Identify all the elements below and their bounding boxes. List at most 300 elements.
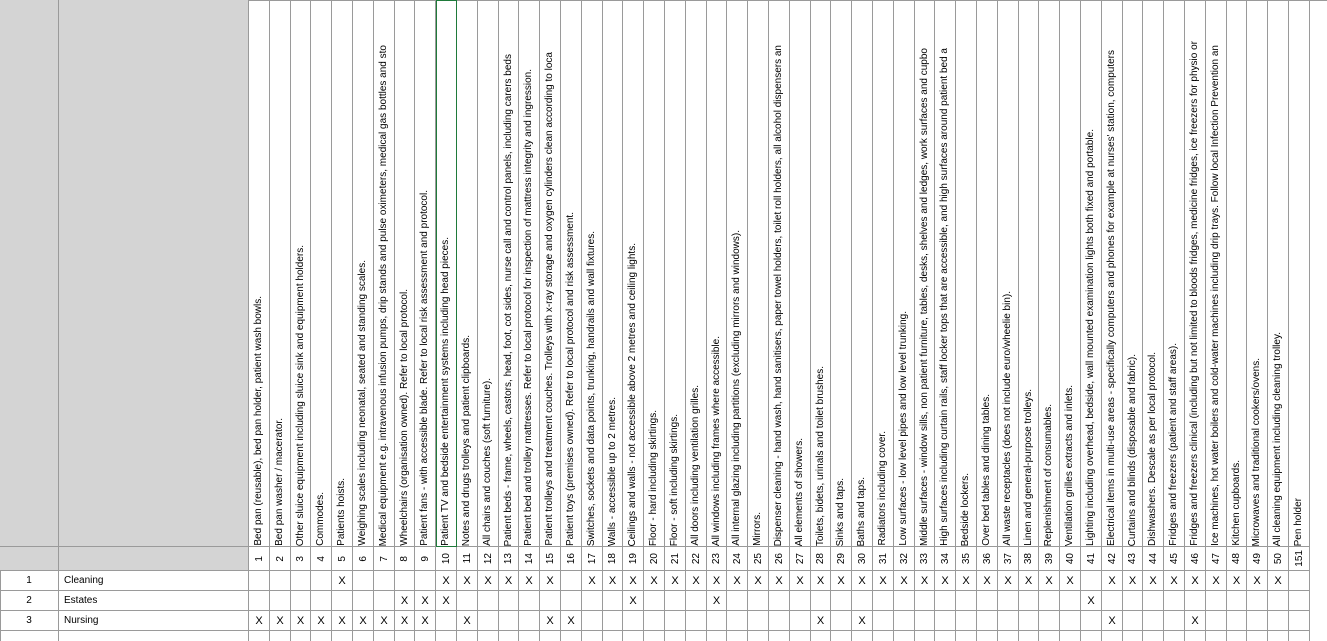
matrix-cell[interactable] — [873, 611, 894, 631]
matrix-cell[interactable] — [935, 611, 956, 631]
matrix-cell[interactable] — [644, 571, 665, 591]
matrix-cell[interactable] — [374, 591, 395, 611]
column-header-cell[interactable] — [1039, 0, 1060, 547]
matrix-cell[interactable] — [436, 571, 457, 591]
column-header-cell[interactable] — [436, 0, 457, 547]
number-row-blank-a[interactable] — [0, 547, 59, 571]
matrix-cell[interactable] — [249, 611, 270, 631]
matrix-cell[interactable] — [935, 571, 956, 591]
matrix-cell[interactable] — [686, 571, 707, 591]
column-header-cell[interactable] — [540, 0, 561, 547]
matrix-cell[interactable] — [1060, 571, 1081, 591]
matrix-cell[interactable] — [644, 591, 665, 611]
column-number-cell[interactable] — [540, 547, 561, 571]
matrix-cell[interactable] — [270, 571, 291, 591]
matrix-cell[interactable] — [894, 611, 915, 631]
column-header-cell[interactable] — [998, 0, 1019, 547]
matrix-cell[interactable] — [790, 591, 811, 611]
header-blank-cell-a[interactable] — [0, 0, 59, 547]
matrix-cell[interactable] — [811, 631, 831, 641]
matrix-cell[interactable] — [1123, 631, 1143, 641]
matrix-cell[interactable] — [499, 571, 519, 591]
column-header-cell[interactable] — [831, 0, 852, 547]
column-number-cell[interactable] — [311, 547, 332, 571]
column-header-cell[interactable] — [353, 0, 374, 547]
matrix-cell[interactable] — [790, 631, 811, 641]
column-number-cell[interactable] — [977, 547, 998, 571]
column-header-cell[interactable] — [478, 0, 499, 547]
matrix-cell[interactable] — [748, 611, 769, 631]
matrix-cell[interactable] — [1123, 611, 1143, 631]
column-number-cell[interactable] — [1289, 547, 1310, 571]
matrix-cell[interactable] — [915, 571, 935, 591]
column-header-cell[interactable] — [374, 0, 395, 547]
matrix-cell[interactable] — [1039, 591, 1060, 611]
column-number-cell[interactable] — [811, 547, 831, 571]
matrix-cell[interactable] — [311, 631, 332, 641]
column-number-cell[interactable] — [1247, 547, 1268, 571]
matrix-cell[interactable] — [852, 631, 873, 641]
column-number-cell[interactable] — [915, 547, 935, 571]
column-number-cell[interactable] — [519, 547, 540, 571]
matrix-cell[interactable] — [707, 631, 727, 641]
matrix-cell[interactable] — [457, 591, 478, 611]
matrix-cell[interactable] — [956, 611, 977, 631]
number-row-blank-b[interactable] — [59, 547, 249, 571]
matrix-cell[interactable] — [1102, 571, 1123, 591]
matrix-cell[interactable] — [457, 631, 478, 641]
matrix-cell[interactable] — [415, 611, 436, 631]
column-number-cell[interactable] — [1060, 547, 1081, 571]
column-number-cell[interactable] — [894, 547, 915, 571]
matrix-cell[interactable] — [1019, 631, 1039, 641]
matrix-cell[interactable] — [811, 591, 831, 611]
column-number-cell[interactable] — [935, 547, 956, 571]
column-number-cell[interactable] — [831, 547, 852, 571]
matrix-cell[interactable] — [1185, 571, 1206, 591]
matrix-cell[interactable] — [1019, 571, 1039, 591]
matrix-cell[interactable] — [852, 571, 873, 591]
matrix-cell[interactable] — [478, 611, 499, 631]
column-header-cell[interactable] — [623, 0, 644, 547]
matrix-cell[interactable] — [1227, 591, 1247, 611]
row-number-cell[interactable]: 3 — [0, 611, 59, 631]
column-header-cell[interactable] — [332, 0, 353, 547]
matrix-cell[interactable] — [353, 631, 374, 641]
matrix-cell[interactable] — [727, 591, 748, 611]
matrix-cell[interactable] — [998, 611, 1019, 631]
column-number-cell[interactable] — [561, 547, 582, 571]
matrix-cell[interactable] — [603, 571, 623, 591]
matrix-cell[interactable] — [1185, 631, 1206, 641]
matrix-cell[interactable] — [478, 591, 499, 611]
column-number-cell[interactable] — [852, 547, 873, 571]
matrix-cell[interactable] — [1227, 611, 1247, 631]
column-header-cell[interactable] — [811, 0, 831, 547]
column-header-cell[interactable] — [561, 0, 582, 547]
header-blank-cell-b[interactable] — [59, 0, 249, 547]
matrix-cell[interactable] — [1268, 631, 1289, 641]
matrix-cell[interactable] — [1081, 571, 1102, 591]
column-header-cell[interactable] — [665, 0, 686, 547]
column-number-cell[interactable] — [1081, 547, 1102, 571]
matrix-cell[interactable] — [1143, 591, 1164, 611]
column-number-cell[interactable] — [415, 547, 436, 571]
matrix-cell[interactable] — [582, 571, 603, 591]
matrix-cell[interactable] — [395, 631, 415, 641]
column-header-cell[interactable] — [1227, 0, 1247, 547]
column-header-cell[interactable] — [291, 0, 311, 547]
matrix-cell[interactable] — [852, 591, 873, 611]
column-header-cell[interactable] — [1206, 0, 1227, 547]
matrix-cell[interactable] — [790, 611, 811, 631]
column-header-cell[interactable] — [1060, 0, 1081, 547]
matrix-cell[interactable] — [831, 611, 852, 631]
matrix-cell[interactable] — [270, 591, 291, 611]
matrix-cell[interactable] — [644, 631, 665, 641]
matrix-cell[interactable] — [291, 571, 311, 591]
matrix-cell[interactable] — [1039, 631, 1060, 641]
column-header-cell[interactable] — [395, 0, 415, 547]
matrix-cell[interactable] — [270, 611, 291, 631]
matrix-cell[interactable] — [561, 571, 582, 591]
column-header-cell[interactable] — [415, 0, 436, 547]
matrix-cell[interactable] — [540, 611, 561, 631]
matrix-cell[interactable] — [644, 611, 665, 631]
column-header-cell[interactable] — [311, 0, 332, 547]
matrix-cell[interactable] — [1247, 571, 1268, 591]
column-header-cell[interactable] — [1268, 0, 1289, 547]
row-label-cell[interactable]: Nursing — [59, 611, 249, 631]
column-header-cell[interactable] — [644, 0, 665, 547]
matrix-cell[interactable] — [291, 631, 311, 641]
row-number-cell[interactable] — [0, 631, 59, 641]
column-header-cell[interactable] — [915, 0, 935, 547]
matrix-cell[interactable] — [1039, 571, 1060, 591]
matrix-cell[interactable] — [291, 591, 311, 611]
matrix-cell[interactable] — [499, 611, 519, 631]
matrix-cell[interactable] — [831, 571, 852, 591]
column-number-cell[interactable] — [1268, 547, 1289, 571]
matrix-cell[interactable] — [540, 631, 561, 641]
matrix-cell[interactable] — [894, 591, 915, 611]
matrix-cell[interactable] — [582, 591, 603, 611]
matrix-cell[interactable] — [436, 611, 457, 631]
matrix-cell[interactable] — [353, 591, 374, 611]
matrix-cell[interactable] — [540, 591, 561, 611]
matrix-cell[interactable] — [395, 591, 415, 611]
matrix-cell[interactable] — [1123, 591, 1143, 611]
column-number-cell[interactable] — [1185, 547, 1206, 571]
column-header-cell[interactable] — [519, 0, 540, 547]
matrix-cell[interactable] — [1247, 631, 1268, 641]
column-header-cell[interactable] — [790, 0, 811, 547]
column-number-cell[interactable] — [748, 547, 769, 571]
matrix-cell[interactable] — [977, 611, 998, 631]
column-number-cell[interactable] — [249, 547, 270, 571]
matrix-cell[interactable] — [1060, 611, 1081, 631]
matrix-cell[interactable] — [540, 571, 561, 591]
matrix-cell[interactable] — [665, 591, 686, 611]
column-header-cell[interactable] — [1123, 0, 1143, 547]
matrix-cell[interactable] — [811, 571, 831, 591]
matrix-cell[interactable] — [935, 631, 956, 641]
matrix-cell[interactable] — [727, 571, 748, 591]
column-header-cell[interactable] — [1247, 0, 1268, 547]
column-number-cell[interactable] — [582, 547, 603, 571]
column-number-cell[interactable] — [686, 547, 707, 571]
column-number-cell[interactable] — [727, 547, 748, 571]
matrix-cell[interactable] — [915, 611, 935, 631]
matrix-cell[interactable] — [332, 591, 353, 611]
matrix-cell[interactable] — [311, 571, 332, 591]
column-header-cell[interactable] — [499, 0, 519, 547]
matrix-cell[interactable] — [977, 591, 998, 611]
matrix-cell[interactable] — [332, 631, 353, 641]
column-number-cell[interactable] — [457, 547, 478, 571]
matrix-cell[interactable] — [519, 611, 540, 631]
column-header-cell[interactable] — [270, 0, 291, 547]
matrix-cell[interactable] — [270, 631, 291, 641]
matrix-cell[interactable] — [249, 591, 270, 611]
matrix-cell[interactable] — [582, 631, 603, 641]
matrix-cell[interactable] — [1143, 631, 1164, 641]
matrix-cell[interactable] — [1206, 611, 1227, 631]
matrix-cell[interactable] — [561, 631, 582, 641]
matrix-cell[interactable] — [1289, 591, 1310, 611]
matrix-cell[interactable] — [707, 591, 727, 611]
matrix-cell[interactable] — [353, 611, 374, 631]
matrix-cell[interactable] — [519, 571, 540, 591]
matrix-cell[interactable] — [311, 591, 332, 611]
column-number-cell[interactable] — [436, 547, 457, 571]
column-header-cell[interactable] — [1102, 0, 1123, 547]
row-number-cell[interactable]: 2 — [0, 591, 59, 611]
matrix-cell[interactable] — [1185, 611, 1206, 631]
column-header-cell[interactable] — [1143, 0, 1164, 547]
column-header-cell[interactable] — [582, 0, 603, 547]
matrix-cell[interactable] — [998, 571, 1019, 591]
column-header-cell[interactable] — [852, 0, 873, 547]
matrix-cell[interactable] — [1164, 611, 1185, 631]
matrix-cell[interactable] — [977, 571, 998, 591]
row-label-cell[interactable] — [59, 631, 249, 641]
column-header-cell[interactable] — [249, 0, 270, 547]
column-number-cell[interactable] — [332, 547, 353, 571]
matrix-cell[interactable] — [1185, 591, 1206, 611]
matrix-cell[interactable] — [249, 631, 270, 641]
column-header-cell[interactable] — [603, 0, 623, 547]
column-header-cell[interactable] — [727, 0, 748, 547]
column-header-cell[interactable] — [935, 0, 956, 547]
column-number-cell[interactable] — [956, 547, 977, 571]
matrix-cell[interactable] — [1206, 591, 1227, 611]
matrix-cell[interactable] — [603, 591, 623, 611]
column-number-cell[interactable] — [623, 547, 644, 571]
matrix-cell[interactable] — [1019, 611, 1039, 631]
matrix-cell[interactable] — [291, 611, 311, 631]
matrix-cell[interactable] — [1102, 591, 1123, 611]
matrix-cell[interactable] — [1289, 631, 1310, 641]
matrix-cell[interactable] — [915, 631, 935, 641]
column-number-cell[interactable] — [353, 547, 374, 571]
column-number-cell[interactable] — [769, 547, 790, 571]
matrix-cell[interactable] — [1019, 591, 1039, 611]
matrix-cell[interactable] — [873, 591, 894, 611]
column-number-cell[interactable] — [707, 547, 727, 571]
matrix-cell[interactable] — [1268, 571, 1289, 591]
column-number-cell[interactable] — [1164, 547, 1185, 571]
column-number-cell[interactable] — [1206, 547, 1227, 571]
matrix-cell[interactable] — [707, 571, 727, 591]
matrix-cell[interactable] — [998, 631, 1019, 641]
matrix-cell[interactable] — [582, 611, 603, 631]
matrix-cell[interactable] — [748, 591, 769, 611]
column-number-cell[interactable] — [665, 547, 686, 571]
row-number-cell[interactable]: 1 — [0, 571, 59, 591]
matrix-cell[interactable] — [623, 631, 644, 641]
column-header-cell[interactable] — [1164, 0, 1185, 547]
matrix-cell[interactable] — [457, 571, 478, 591]
column-number-cell[interactable] — [1039, 547, 1060, 571]
column-header-cell[interactable] — [686, 0, 707, 547]
matrix-cell[interactable] — [790, 571, 811, 591]
matrix-cell[interactable] — [1081, 631, 1102, 641]
matrix-cell[interactable] — [707, 611, 727, 631]
matrix-cell[interactable] — [1247, 611, 1268, 631]
matrix-cell[interactable] — [374, 571, 395, 591]
matrix-cell[interactable] — [665, 611, 686, 631]
matrix-cell[interactable] — [332, 611, 353, 631]
matrix-cell[interactable] — [1123, 571, 1143, 591]
column-number-cell[interactable] — [1143, 547, 1164, 571]
matrix-cell[interactable] — [1102, 631, 1123, 641]
matrix-cell[interactable] — [811, 611, 831, 631]
column-number-cell[interactable] — [395, 547, 415, 571]
matrix-cell[interactable] — [873, 631, 894, 641]
matrix-cell[interactable] — [561, 591, 582, 611]
matrix-cell[interactable] — [769, 631, 790, 641]
matrix-cell[interactable] — [478, 631, 499, 641]
column-header-cell[interactable] — [1185, 0, 1206, 547]
matrix-cell[interactable] — [686, 591, 707, 611]
column-number-cell[interactable] — [998, 547, 1019, 571]
matrix-cell[interactable] — [665, 631, 686, 641]
column-number-cell[interactable] — [1019, 547, 1039, 571]
matrix-cell[interactable] — [499, 591, 519, 611]
matrix-cell[interactable] — [415, 591, 436, 611]
matrix-cell[interactable] — [395, 611, 415, 631]
matrix-cell[interactable] — [727, 631, 748, 641]
column-header-cell[interactable] — [1289, 0, 1310, 547]
matrix-cell[interactable] — [311, 611, 332, 631]
column-header-cell[interactable] — [769, 0, 790, 547]
matrix-cell[interactable] — [1268, 591, 1289, 611]
matrix-cell[interactable] — [395, 571, 415, 591]
matrix-cell[interactable] — [915, 591, 935, 611]
matrix-cell[interactable] — [935, 591, 956, 611]
matrix-cell[interactable] — [499, 631, 519, 641]
matrix-cell[interactable] — [1268, 611, 1289, 631]
column-header-cell[interactable] — [457, 0, 478, 547]
matrix-cell[interactable] — [727, 611, 748, 631]
matrix-cell[interactable] — [1289, 571, 1310, 591]
matrix-cell[interactable] — [748, 571, 769, 591]
matrix-cell[interactable] — [769, 571, 790, 591]
matrix-cell[interactable] — [1143, 571, 1164, 591]
column-header-cell[interactable] — [873, 0, 894, 547]
column-number-cell[interactable] — [478, 547, 499, 571]
matrix-cell[interactable] — [686, 631, 707, 641]
column-number-cell[interactable] — [270, 547, 291, 571]
matrix-cell[interactable] — [1227, 631, 1247, 641]
matrix-cell[interactable] — [852, 611, 873, 631]
matrix-cell[interactable] — [1164, 631, 1185, 641]
matrix-cell[interactable] — [623, 591, 644, 611]
matrix-cell[interactable] — [603, 611, 623, 631]
matrix-cell[interactable] — [415, 631, 436, 641]
matrix-cell[interactable] — [956, 631, 977, 641]
matrix-cell[interactable] — [831, 631, 852, 641]
row-label-cell[interactable]: Estates — [59, 591, 249, 611]
column-header-cell[interactable] — [956, 0, 977, 547]
matrix-cell[interactable] — [1206, 571, 1227, 591]
matrix-cell[interactable] — [436, 631, 457, 641]
matrix-cell[interactable] — [457, 611, 478, 631]
matrix-cell[interactable] — [873, 571, 894, 591]
matrix-cell[interactable] — [956, 571, 977, 591]
matrix-cell[interactable] — [769, 591, 790, 611]
matrix-cell[interactable] — [1081, 591, 1102, 611]
matrix-cell[interactable] — [1289, 611, 1310, 631]
matrix-cell[interactable] — [374, 611, 395, 631]
matrix-cell[interactable] — [1206, 631, 1227, 641]
matrix-cell[interactable] — [686, 611, 707, 631]
matrix-cell[interactable] — [623, 571, 644, 591]
matrix-cell[interactable] — [478, 571, 499, 591]
matrix-cell[interactable] — [894, 571, 915, 591]
matrix-cell[interactable] — [1143, 611, 1164, 631]
matrix-cell[interactable] — [353, 571, 374, 591]
matrix-cell[interactable] — [415, 571, 436, 591]
matrix-cell[interactable] — [1164, 571, 1185, 591]
column-header-cell[interactable] — [977, 0, 998, 547]
matrix-cell[interactable] — [374, 631, 395, 641]
matrix-cell[interactable] — [1164, 591, 1185, 611]
column-number-cell[interactable] — [499, 547, 519, 571]
matrix-cell[interactable] — [998, 591, 1019, 611]
column-number-cell[interactable] — [873, 547, 894, 571]
matrix-cell[interactable] — [748, 631, 769, 641]
column-number-cell[interactable] — [790, 547, 811, 571]
matrix-cell[interactable] — [249, 571, 270, 591]
column-number-cell[interactable] — [374, 547, 395, 571]
matrix-cell[interactable] — [894, 631, 915, 641]
matrix-cell[interactable] — [956, 591, 977, 611]
matrix-cell[interactable] — [436, 591, 457, 611]
column-number-cell[interactable] — [1227, 547, 1247, 571]
matrix-cell[interactable] — [769, 611, 790, 631]
matrix-cell[interactable] — [623, 611, 644, 631]
column-header-cell[interactable] — [1081, 0, 1102, 547]
matrix-cell[interactable] — [1081, 611, 1102, 631]
matrix-cell[interactable] — [1102, 611, 1123, 631]
matrix-cell[interactable] — [665, 571, 686, 591]
column-header-cell[interactable] — [1019, 0, 1039, 547]
matrix-cell[interactable] — [519, 631, 540, 641]
column-number-cell[interactable] — [1123, 547, 1143, 571]
row-label-cell[interactable]: Cleaning — [59, 571, 249, 591]
